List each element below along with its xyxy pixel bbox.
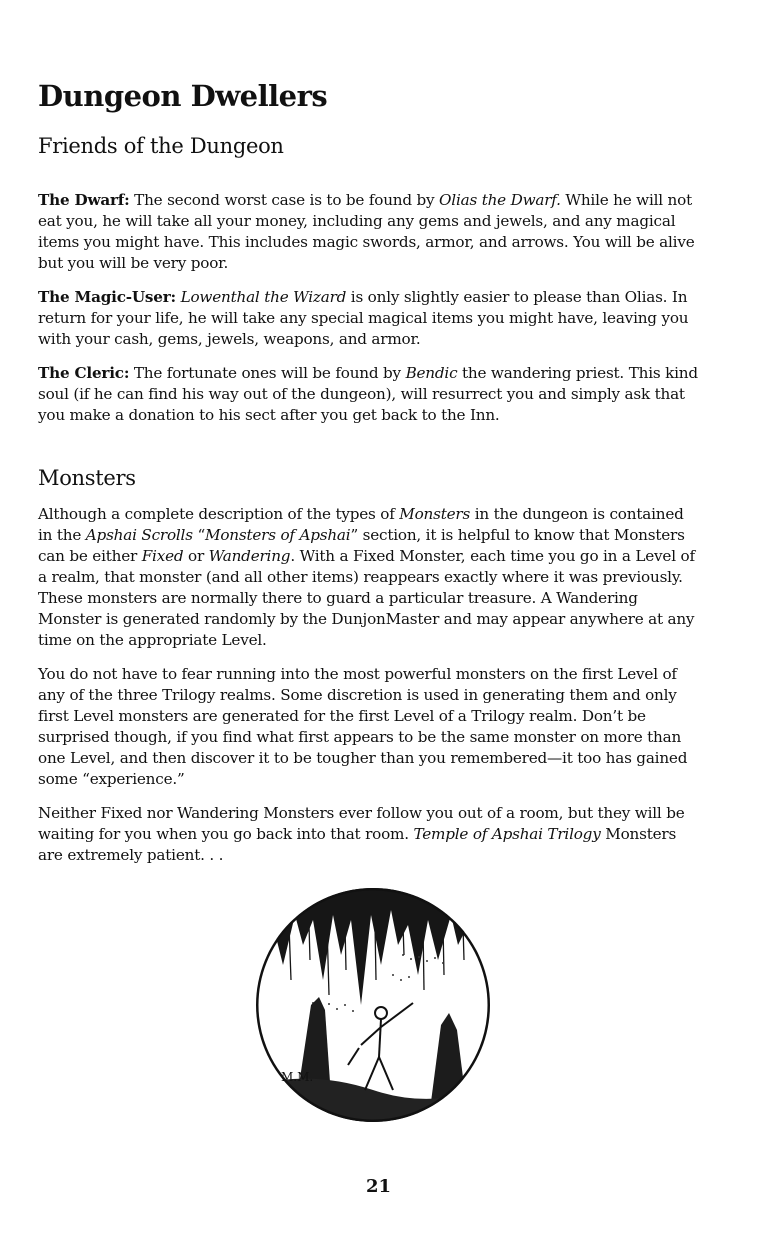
italic-monsters: Monsters — [399, 505, 471, 523]
text-m1-3: “ — [192, 526, 206, 544]
italic-monsters-of-apshai: Monsters of Apshai — [205, 526, 351, 544]
page-number: 21 — [365, 1176, 392, 1197]
paragraph-cleric — [38, 363, 702, 426]
term-dwarf: The Dwarf: — [38, 191, 130, 209]
text-magic-user-1: is only slightly easier to please than Olias. In return for your life, he will take any special magical items you might have, leaving you with your cash, gems, jewels, weapons, and armor. — [38, 288, 689, 348]
italic-fixed: Fixed — [141, 547, 184, 565]
paragraph-monsters-3 — [38, 803, 702, 866]
text-m1-4: ” section, it is helpful to know that Monsters can be either — [38, 526, 685, 565]
name-bendic: Bendic — [405, 364, 458, 382]
italic-apshai-scrolls: Apshai Scrolls — [85, 526, 193, 544]
paragraph-monsters-1 — [38, 504, 702, 651]
text-dwarf-2: While he will not eat you, he will take all your money, including any gems and jewels, and any magical items you might have. This includes magic swords, armor, and arrows. You will be alive but you will be very poor. — [38, 191, 695, 272]
text-m3-2: Monsters are extremely patient. . . — [38, 825, 677, 864]
paragraph-magic-user — [38, 287, 702, 350]
text-m1-5: or — [183, 547, 209, 565]
section-heading-friends: Friends of the Dungeon — [38, 134, 284, 158]
text-cleric-1: The fortunate ones will be found by — [129, 364, 406, 382]
text-dwarf-1: The second worst case is to be found by — [129, 191, 440, 209]
text-m1-6: . With a Fixed Monster, each time you go in a Level of a realm, that monster (and all other items) reappears exactly where it was previously. These monsters are normally there to guard a particular treasure. A Wandering Monster is generated randomly by the DunjonMaster and may appear anywhere at any time on the appropriate Level. — [38, 547, 695, 649]
text-cleric-2: the wandering priest. This kind soul (if he can find his way out of the dungeon), will resurrect you and simply ask that you make a donation to his sect after you get back to the Inn. — [38, 364, 698, 424]
italic-wandering: Wandering — [208, 547, 291, 565]
term-cleric: The Cleric: — [38, 364, 130, 382]
text-m3-1: Neither Fixed nor Wandering Monsters ever follow you out of a room, but they will be waiting for you when you go back into that room. — [38, 804, 685, 843]
name-olias: Olias the Dwarf. — [439, 191, 561, 209]
section-heading-monsters: Monsters — [38, 466, 136, 490]
page-title: Dungeon Dwellers — [38, 79, 328, 113]
italic-temple-trilogy: Temple of Apshai Trilogy — [413, 825, 601, 843]
term-magic-user: The Magic-User: — [38, 288, 176, 306]
page-content — [38, 78, 702, 879]
illustration-signature: M.M. — [281, 1070, 314, 1084]
text-m1-2: in the dungeon is contained in the — [38, 505, 684, 544]
text-m1-1: Although a complete description of the types of — [38, 505, 400, 523]
cave-illustration — [253, 885, 493, 1125]
paragraph-dwarf — [38, 190, 702, 274]
name-lowenthal: Lowenthal the Wizard — [180, 288, 347, 306]
paragraph-monsters-2: You do not have to fear running into the most powerful monsters on the first Level of any of the three Trilogy realms. Some discretion is used in generating them and only first Level monsters are generated for the first Level of a Trilogy realm. Don’t be surprised though, if you find what first appears to be the same monster on more than one Level, and then discover it to be tougher than you remembered—it too has gained some “experience.” — [38, 665, 688, 788]
